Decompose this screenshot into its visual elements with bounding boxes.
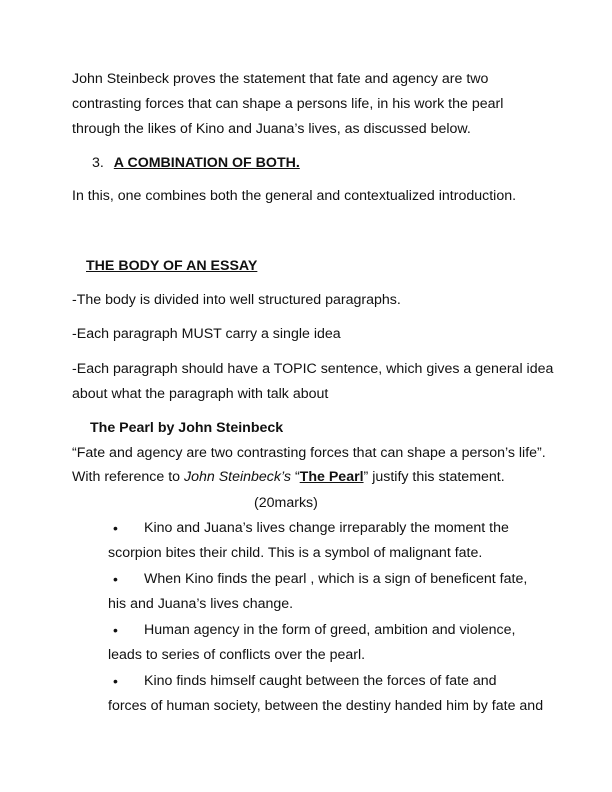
bullet-dot-4: • (113, 673, 118, 689)
bullet-3-line-2: leads to series of conflicts over the pearl. (108, 647, 366, 663)
bullet-4-line-2: forces of human society, between the destiny handed him by fate and (108, 698, 544, 714)
question-line-1: “Fate and agency are two contrasting forces that can shape a person’s life”. (72, 445, 546, 461)
bullet-2-line-1: When Kino finds the pearl , which is a sign of beneficent fate, (144, 571, 528, 587)
marks-label: (20marks) (254, 495, 318, 511)
question-suffix: ” justify this statement. (363, 469, 505, 485)
bullet-4-line-1: Kino finds himself caught between the forces of fate and (144, 673, 497, 689)
topic-point-line-1: -Each paragraph should have a TOPIC sentence, which gives a general idea (72, 361, 554, 377)
bullet-1-line-2: scorpion bites their child. This is a symbol of malignant fate. (108, 545, 483, 561)
body-point-2: -Each paragraph MUST carry a single idea (72, 326, 341, 342)
topic-point-line-2: about what the paragraph with talk about (72, 386, 329, 402)
body-point-1: -The body is divided into well structured paragraphs. (72, 292, 401, 308)
question-quote-open: “ (291, 469, 300, 485)
bullet-dot-1: • (113, 520, 118, 536)
combination-heading (92, 155, 300, 172)
intro-line-3: through the likes of Kino and Juana’s lives, as discussed below. (72, 121, 471, 137)
intro-line-2: contrasting forces that can shape a persons life, in his work the pearl (72, 96, 504, 112)
question-book: The Pearl (299, 469, 364, 485)
body-section-title: THE BODY OF AN ESSAY (86, 258, 258, 274)
combination-title: A COMBINATION OF BOTH. (113, 155, 300, 171)
question-prefix: With reference to (72, 469, 184, 485)
bullet-dot-2: • (113, 571, 118, 587)
question-author: John Steinbeck’s (183, 469, 291, 485)
bullet-dot-3: • (113, 622, 118, 638)
combination-text: In this, one combines both the general and contextualized introduction. (72, 188, 517, 204)
combination-number: 3. (92, 155, 104, 171)
bullet-2-line-2: his and Juana’s lives change. (108, 596, 294, 612)
question-line-2 (72, 469, 505, 486)
bullet-3-line-1: Human agency in the form of greed, ambition and violence, (144, 622, 516, 638)
bullet-1-line-1: Kino and Juana’s lives change irreparably the moment the (144, 520, 509, 536)
intro-line-1: John Steinbeck proves the statement that fate and agency are two (72, 71, 489, 87)
example-title: The Pearl by John Steinbeck (90, 420, 284, 436)
